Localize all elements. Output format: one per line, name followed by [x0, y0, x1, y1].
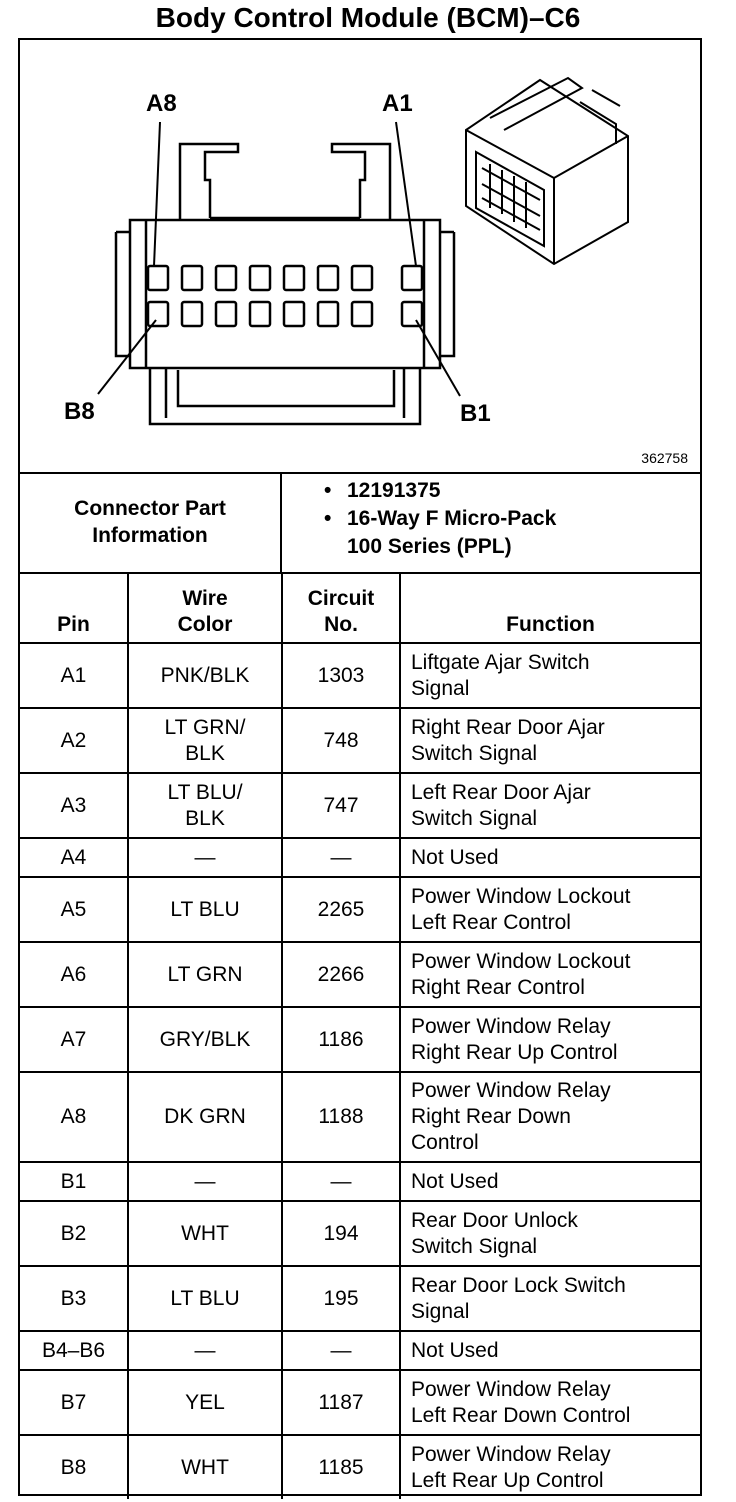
table-row — [20, 1201, 700, 1266]
figure-number: 362758 — [641, 450, 688, 466]
circuit-cell: 2265 — [282, 877, 400, 942]
cavity-b7 — [182, 302, 202, 326]
table-row — [20, 1266, 700, 1331]
table-row — [20, 838, 700, 877]
function-cell: Rear Door Lock Switch Signal — [400, 1266, 700, 1331]
pin-cell: A3 — [20, 773, 128, 838]
wire-color-cell: — — [128, 1162, 282, 1201]
pin-cell: A4 — [20, 838, 128, 877]
function-cell: Not Used — [400, 838, 700, 877]
cavity-b6 — [216, 302, 236, 326]
bottom-lock — [150, 368, 420, 424]
right-latch — [332, 144, 390, 220]
function-cell: Power Window Relay Right Rear Up Control — [400, 1007, 700, 1072]
page-title: Body Control Module (BCM)–C6 — [155, 2, 581, 33]
pin-cell: A8 — [20, 1072, 128, 1162]
circuit-cell: 1303 — [282, 643, 400, 708]
cavity-b3 — [318, 302, 338, 326]
function-cell: Right Rear Door Ajar Switch Signal — [400, 708, 700, 773]
body-outline — [130, 220, 440, 368]
cavity-b2 — [352, 302, 372, 326]
connector-drawing — [20, 40, 700, 472]
function-cell: Liftgate Ajar Switch Signal — [400, 643, 700, 708]
connector-description-line2: 100 Series (PPL) — [347, 535, 512, 558]
header-circuit: Circuit No. — [282, 573, 400, 643]
left-latch — [180, 144, 238, 220]
wire-color-cell: — — [128, 1331, 282, 1370]
connector-description-line1: • 16-Way F Micro-Pack — [282, 505, 700, 533]
pin-cell: B7 — [20, 1370, 128, 1435]
wire-color-cell: LT BLU — [128, 877, 282, 942]
circuit-cell: 1186 — [282, 1007, 400, 1072]
cavity-a2 — [352, 266, 372, 290]
table-row — [20, 643, 700, 708]
function-cell: Power Window Lockout Right Rear Control — [400, 942, 700, 1007]
table-row — [20, 942, 700, 1007]
connector-info-label — [20, 472, 282, 572]
header-function: Function — [400, 573, 700, 643]
wire-color-cell: WHT — [128, 1435, 282, 1499]
header-wire-color: Wire Color — [128, 573, 282, 643]
circuit-cell: 1187 — [282, 1370, 400, 1435]
circuit-cell: 194 — [282, 1201, 400, 1266]
wire-color-cell: GRY/BLK — [128, 1007, 282, 1072]
cavity-a5 — [250, 266, 270, 290]
cavity-a1 — [402, 266, 422, 290]
circuit-cell: — — [282, 1162, 400, 1201]
circuit-cell: 747 — [282, 773, 400, 838]
wire-color-cell: WHT — [128, 1201, 282, 1266]
table-row — [20, 1435, 700, 1499]
pin-label-a1: A1 — [382, 90, 413, 117]
body-left-wall — [116, 232, 130, 356]
connector-info-label-line2: Information — [92, 524, 208, 547]
circuit-cell: 1188 — [282, 1072, 400, 1162]
bottom-lock-base — [166, 368, 404, 418]
pin-cell: B2 — [20, 1201, 128, 1266]
table-row — [20, 708, 700, 773]
pin-cell: B1 — [20, 1162, 128, 1201]
connector-frame — [18, 38, 702, 1496]
table-row — [20, 1162, 700, 1201]
pin-cell: B8 — [20, 1435, 128, 1499]
header-pin: Pin — [20, 573, 128, 643]
connector-3d-view — [466, 78, 628, 264]
connector-info-label-line1: Connector Part — [74, 497, 226, 520]
cavity-a8 — [148, 266, 168, 290]
cavity-a7 — [182, 266, 202, 290]
leader-a8 — [154, 122, 160, 266]
bottom-lock-inner — [178, 370, 394, 406]
circuit-cell: 748 — [282, 708, 400, 773]
pin-label-a8: A8 — [146, 90, 177, 117]
wire-color-cell: PNK/BLK — [128, 643, 282, 708]
cavity-b8 — [148, 302, 168, 326]
wire-color-cell: LT BLU/ BLK — [128, 773, 282, 838]
pin-label-b8: B8 — [64, 398, 95, 425]
pin-cell: A7 — [20, 1007, 128, 1072]
circuit-cell: — — [282, 1331, 400, 1370]
function-cell: Power Window Relay Left Rear Down Control — [400, 1370, 700, 1435]
pin-cell: A6 — [20, 942, 128, 1007]
cavity-b1 — [402, 302, 422, 326]
pin-label-b1: B1 — [460, 400, 491, 427]
table-row — [20, 773, 700, 838]
function-cell: Power Window Relay Left Rear Up Control — [400, 1435, 700, 1499]
leader-a1 — [396, 122, 416, 266]
circuit-cell: 195 — [282, 1266, 400, 1331]
function-cell: Power Window Lockout Left Rear Control — [400, 877, 700, 942]
pinout-header-row — [20, 573, 700, 643]
circuit-cell: 2266 — [282, 942, 400, 1007]
wire-color-cell: LT BLU — [128, 1266, 282, 1331]
circuit-cell: 1185 — [282, 1435, 400, 1499]
cavity-a4 — [284, 266, 304, 290]
function-cell: Not Used — [400, 1331, 700, 1370]
wire-color-cell: DK GRN — [128, 1072, 282, 1162]
wire-color-cell: YEL — [128, 1370, 282, 1435]
circuit-cell: — — [282, 838, 400, 877]
pin-cell: B3 — [20, 1266, 128, 1331]
cavity-a3 — [318, 266, 338, 290]
function-cell: Power Window Relay Right Rear Down Control — [400, 1072, 700, 1162]
wire-color-cell: LT GRN — [128, 942, 282, 1007]
cavity-a6 — [216, 266, 236, 290]
part-number: • 12191375 — [282, 477, 700, 505]
function-cell: Left Rear Door Ajar Switch Signal — [400, 773, 700, 838]
table-row — [20, 1007, 700, 1072]
table-row — [20, 1072, 700, 1162]
connector-diagram — [20, 40, 700, 474]
leader-b8 — [98, 320, 156, 394]
wire-color-cell: LT GRN/ BLK — [128, 708, 282, 773]
function-cell: Not Used — [400, 1162, 700, 1201]
pinout-table — [20, 572, 700, 1499]
table-row — [20, 1331, 700, 1370]
table-row — [20, 1370, 700, 1435]
pin-cell: B4–B6 — [20, 1331, 128, 1370]
pin-cell: A2 — [20, 708, 128, 773]
function-cell: Rear Door Unlock Switch Signal — [400, 1201, 700, 1266]
pin-cell: A5 — [20, 877, 128, 942]
connector-info-values — [282, 472, 700, 572]
table-row — [20, 877, 700, 942]
pin-cell: A1 — [20, 643, 128, 708]
connector-info — [20, 472, 700, 574]
body-right-wall — [440, 232, 454, 356]
wire-color-cell: — — [128, 838, 282, 877]
cavity-b4 — [284, 302, 304, 326]
cavity-b5 — [250, 302, 270, 326]
